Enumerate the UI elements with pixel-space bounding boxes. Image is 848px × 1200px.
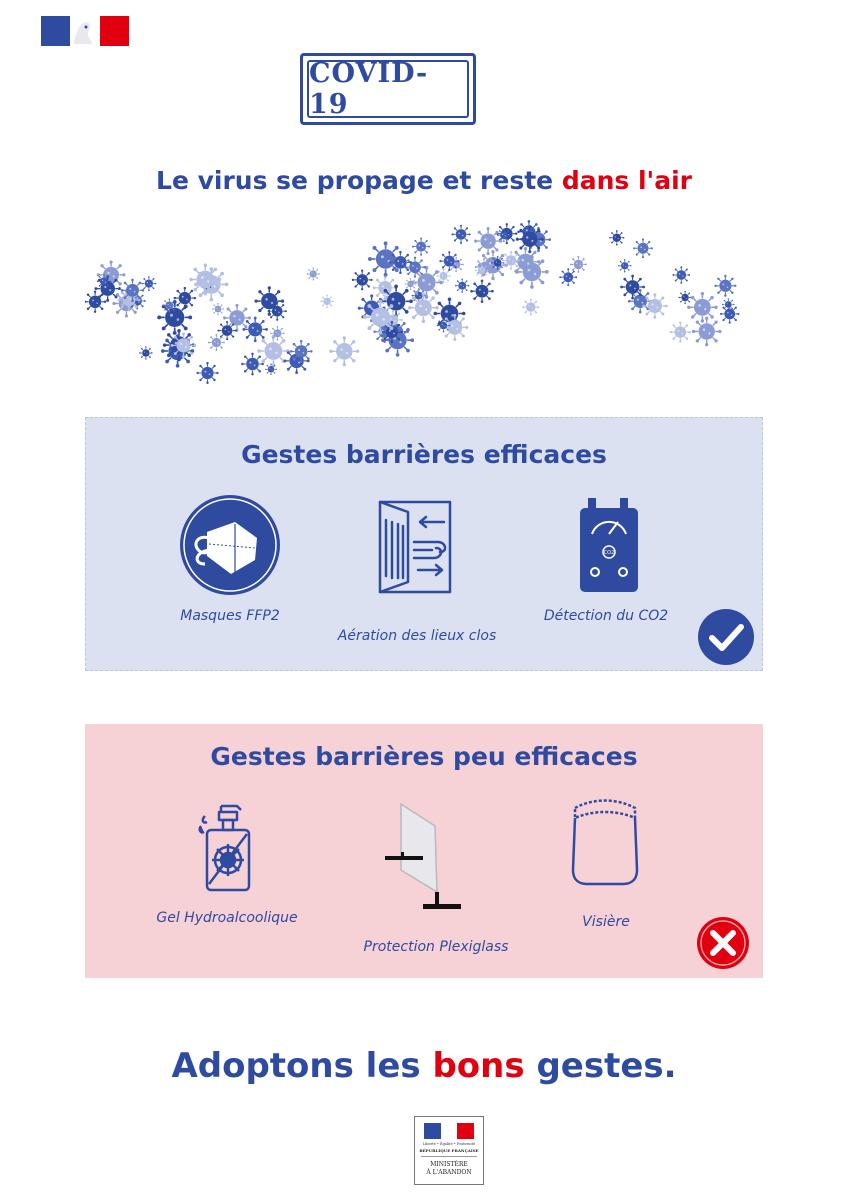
ineffective-item-label-2: Visière (582, 914, 630, 930)
virus-particle (268, 302, 287, 321)
virus-particle (437, 319, 451, 333)
ministry-name-line1: MINISTÈRE (430, 1161, 468, 1168)
virus-particle (329, 336, 359, 366)
virus-particle (139, 346, 152, 359)
virus-particle (633, 238, 653, 258)
virus-particle (171, 333, 197, 359)
ministry-motto: Liberté • Égalité • Fraternité (422, 1142, 476, 1146)
virus-particle (196, 362, 218, 384)
virus-particle (474, 227, 502, 255)
effective-item-label-1: Aération des lieux clos (337, 628, 497, 644)
ineffective-title: Gestes barrières peu efficaces (210, 742, 638, 771)
tagline-part3: gestes. (524, 1046, 677, 1086)
cross-icon (696, 916, 750, 970)
virus-particle (455, 279, 469, 293)
virus-particle (404, 257, 425, 278)
effective-title: Gestes barrières efficaces (241, 440, 607, 469)
flag-logo (41, 16, 129, 46)
virus-particle (162, 298, 176, 312)
virus-particle (94, 275, 120, 301)
virus-particle (502, 251, 521, 270)
virus-particle (189, 264, 221, 296)
virus-particle (687, 292, 718, 323)
virus-particle (320, 295, 333, 308)
co2-detector-icon (578, 498, 640, 594)
headline (0, 166, 848, 195)
virus-particle (620, 275, 645, 300)
virus-particle (208, 334, 225, 351)
virus-particle (522, 299, 539, 316)
virus-particle (516, 225, 544, 253)
headline-part2: dans l'air (561, 166, 692, 195)
virus-particle (97, 274, 111, 288)
stamp-text: COVID-19 (309, 58, 429, 120)
virus-particle (714, 275, 736, 297)
virus-particle (491, 256, 505, 270)
ministry-logo (414, 1116, 484, 1185)
virus-particle (352, 269, 373, 290)
face-shield-icon (569, 798, 641, 888)
ministry-republic: RÉPUBLIQUE FRANÇAISE (419, 1148, 479, 1153)
virus-particle (412, 237, 430, 255)
ffp2-mask-icon (179, 494, 281, 596)
ineffective-item-label-1: Protection Plexiglass (363, 939, 509, 955)
virus-particle (470, 279, 493, 302)
virus-particle (121, 279, 144, 302)
virus-particle (265, 363, 277, 375)
virus-particle (672, 266, 690, 284)
headline-part1: Le virus se propage et reste (156, 166, 562, 195)
virus-particle (642, 293, 667, 318)
checkmark-icon (697, 608, 755, 666)
virus-particle (408, 292, 439, 323)
virus-particle (174, 287, 196, 309)
virus-particle (559, 268, 577, 286)
virus-particle (290, 340, 313, 363)
virus-particle (405, 278, 417, 290)
virus-particle (141, 276, 156, 291)
virus-particle (570, 256, 587, 273)
ministry-name (415, 1161, 483, 1177)
virus-particle (609, 230, 624, 245)
ineffective-item-label-0: Gel Hydroalcoolique (156, 910, 298, 926)
virus-particle (692, 317, 722, 347)
virus-particle (242, 317, 267, 342)
virus-particle (381, 324, 414, 357)
virus-particle (436, 269, 450, 283)
effective-measures-panel (85, 417, 763, 671)
virus-particle (217, 321, 236, 340)
hand-sanitizer-icon (195, 804, 257, 892)
virus-particle (439, 251, 459, 271)
virus-particle (389, 251, 412, 274)
plexiglass-screen-icon (383, 800, 467, 920)
ministry-flag (424, 1123, 474, 1139)
virus-illustration (85, 215, 765, 385)
virus-particle (363, 300, 398, 335)
virus-particle (678, 291, 691, 304)
virus-particle (475, 264, 489, 278)
tagline-part2: bons (432, 1046, 525, 1086)
effective-item-label-0: Masques FFP2 (180, 608, 280, 624)
virus-particle (270, 326, 285, 341)
ineffective-measures-panel (85, 724, 763, 978)
virus-particle (307, 267, 320, 280)
virus-particle (720, 304, 740, 324)
effective-item-label-2: Détection du CO2 (543, 608, 669, 624)
tagline (0, 1046, 848, 1086)
virus-particle (451, 225, 470, 244)
ministry-name-line2: À L'ABANDON (426, 1169, 472, 1176)
covid-stamp (300, 53, 476, 125)
ministry-divider (421, 1156, 477, 1157)
virus-particle (212, 303, 224, 315)
window-ventilation-icon (374, 498, 456, 596)
virus-particle (478, 250, 508, 280)
virus-particle (497, 228, 511, 242)
svg-text:CO2: CO2 (603, 550, 615, 556)
tagline-part1: Adoptons les (171, 1046, 433, 1086)
virus-particle (618, 259, 631, 272)
virus-particle (241, 353, 264, 376)
virus-particle (670, 322, 691, 343)
